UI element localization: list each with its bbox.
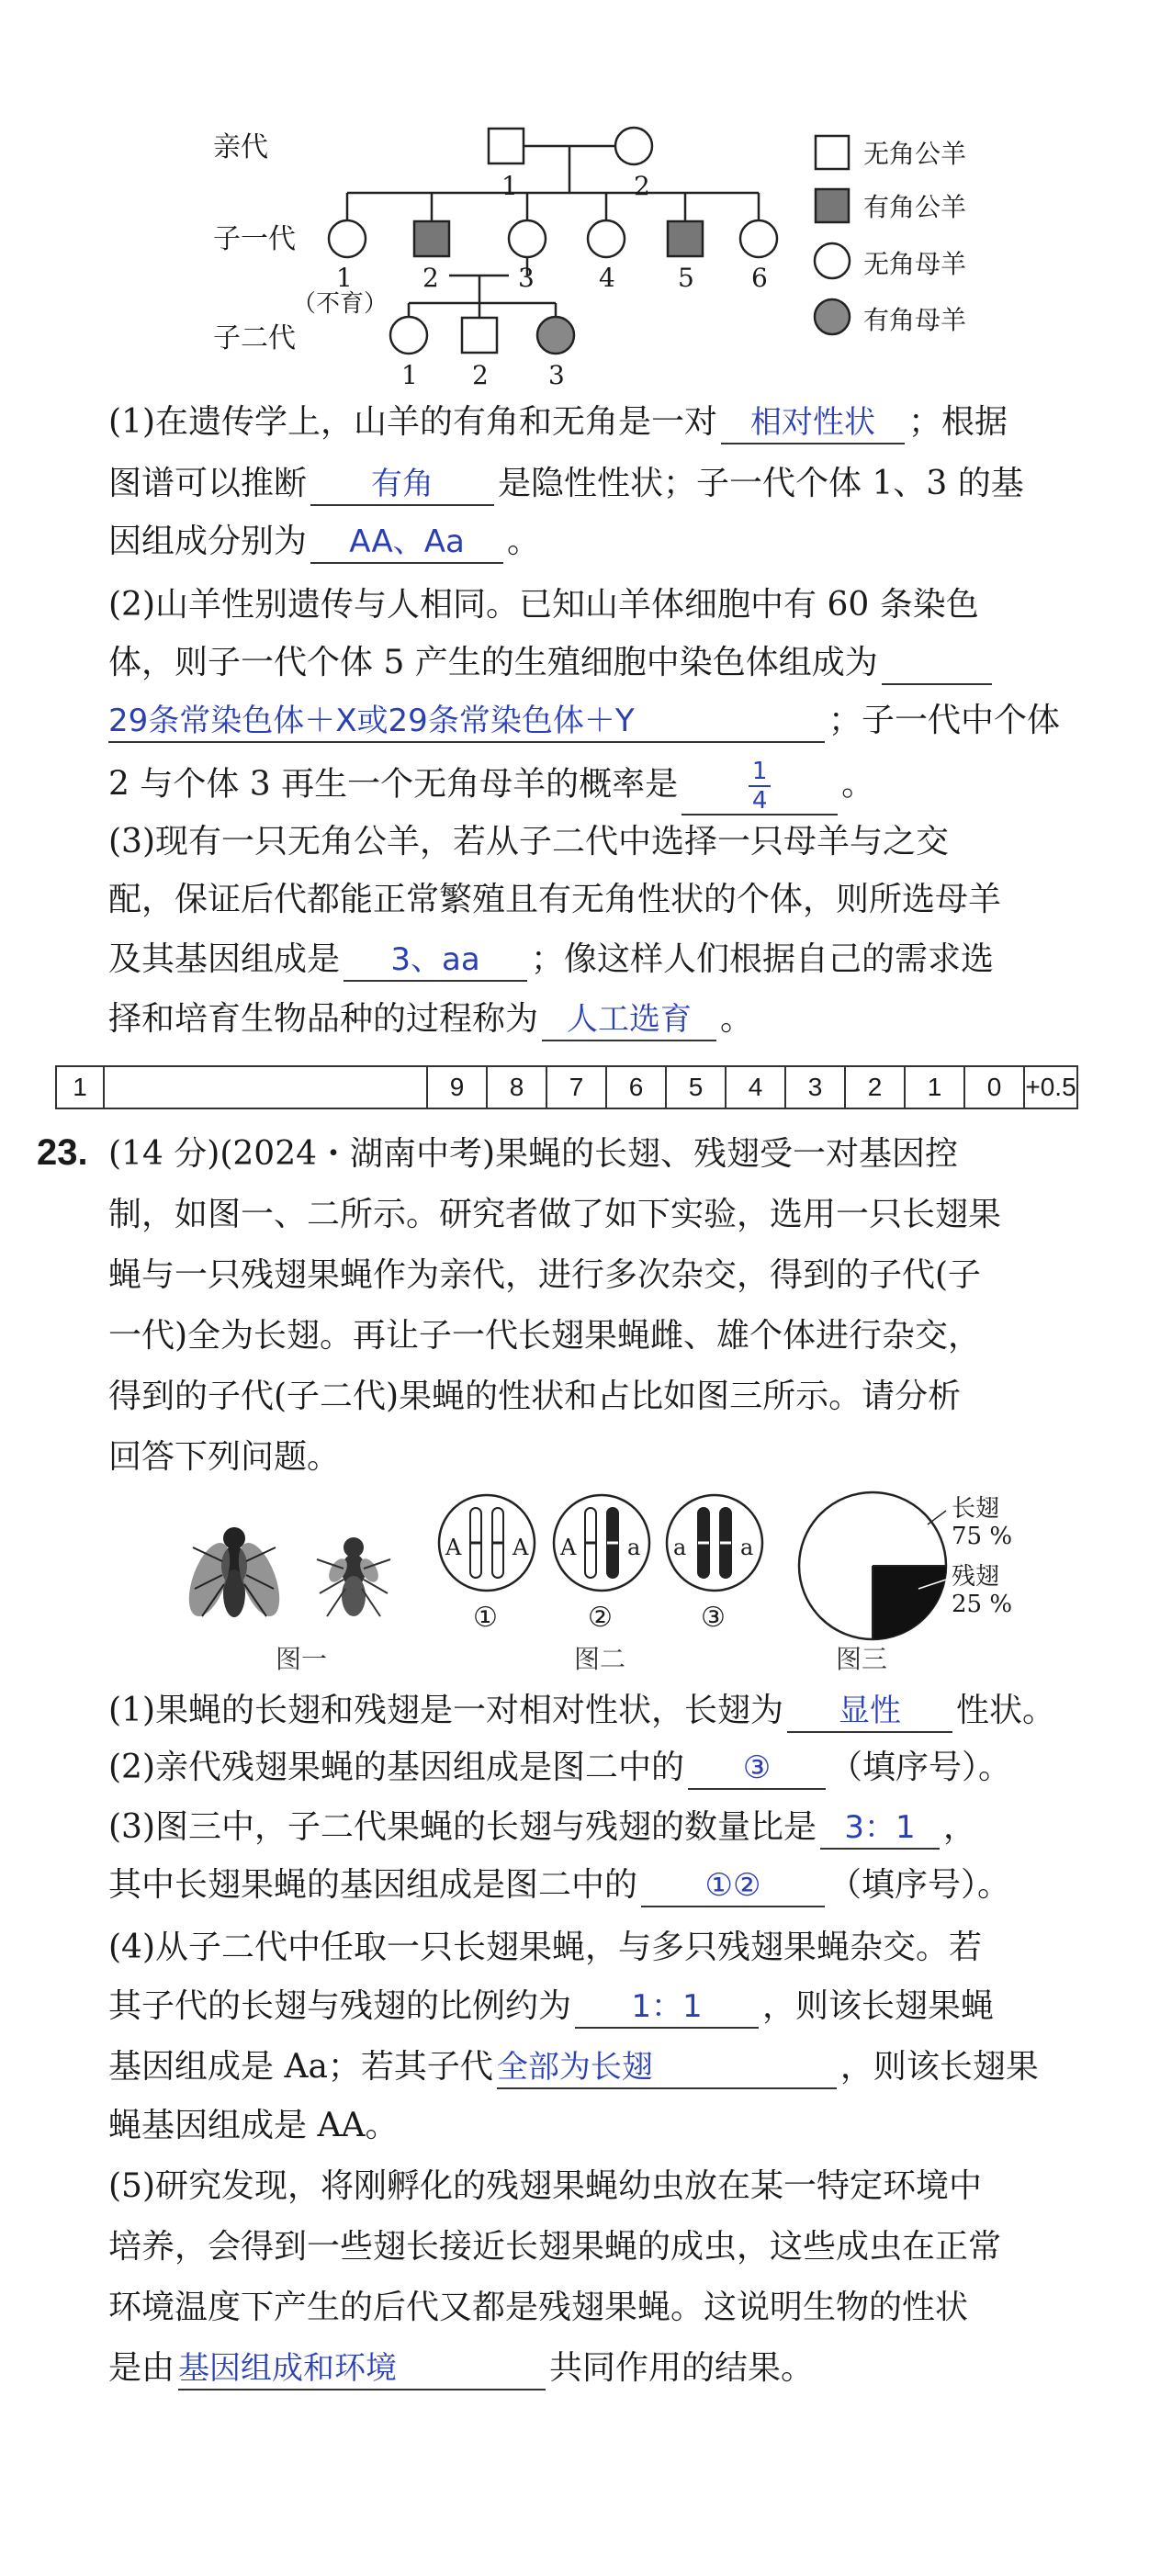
q22-p3-line2: 配，保证后代都能正常繁殖且有无角性状的个体，则所选母羊: [108, 881, 1002, 918]
figure-label-1: 图一: [276, 1644, 328, 1674]
answer-blank: 29条常染色体＋X或29条常染色体＋Y: [108, 701, 825, 743]
f1-num-1: 1: [336, 263, 353, 293]
q23-s3-line2: 其中长翅果蝇的基因组成是图二中的 ①② （填序号）。: [108, 1862, 1010, 1908]
figure-label-3: 图三: [836, 1644, 888, 1674]
q22-p3-line1: (3)现有一只无角公羊，若从子二代中选择一只母羊与之交: [108, 823, 949, 861]
q23-number: 23.: [37, 1132, 88, 1173]
score-cell: 9: [428, 1067, 488, 1108]
legend-hornless-male: 无角公羊: [863, 139, 967, 169]
answer-blank: 1：1: [575, 1986, 759, 2029]
q23-intro-5: 得到的子代(子二代)果蝇的性状和占比如图三所示。请分析: [108, 1378, 962, 1415]
q22-p3-line3: 及其基因组成是 3、aa ；像这样人们根据自己的需求选: [108, 937, 994, 983]
answer-blank-start: [882, 643, 992, 685]
legend-hornless-female: 无角母羊: [863, 249, 967, 279]
answer-blank-fraction: $\frac{1}{4}$: [682, 759, 838, 816]
f2-num-2: 2: [472, 360, 489, 390]
score-cell: 7: [547, 1067, 607, 1108]
q23-s5-line3: 环境温度下产生的后代又都是残翅果蝇。这说明生物的性状: [108, 2289, 969, 2326]
f1-num-3: 3: [518, 263, 535, 293]
q23-s4-line1: (4)从子二代中任取一只长翅果蝇，与多只残翅果蝇杂交。若: [108, 1929, 982, 1966]
q23-intro-3: 蝇与一只残翅果蝇作为亲代，进行多次杂交，得到的子代(子: [108, 1256, 982, 1294]
gene-label: A: [513, 1535, 529, 1560]
gene-label: A: [445, 1535, 462, 1560]
score-cell: 5: [667, 1067, 727, 1108]
score-cell: 4: [727, 1067, 786, 1108]
gen-label-f1: 子一代: [213, 223, 296, 255]
score-cell: 1: [906, 1067, 965, 1108]
sterile-note: （不育）: [292, 290, 389, 318]
pie-pct-short: 25 %: [952, 1591, 1013, 1618]
answer-blank: ③: [688, 1748, 826, 1790]
pie-label-long: 长翅: [952, 1495, 1000, 1523]
q23-s2: (2)亲代残翅果蝇的基因组成是图二中的 ③ （填序号）。: [108, 1745, 1011, 1791]
answer-blank: 3：1: [820, 1807, 940, 1850]
answer-blank: 相对性状: [721, 402, 905, 444]
f1-num-2: 2: [422, 263, 439, 293]
gen-label-f2: 子二代: [213, 322, 296, 354]
q23-s5-line4: 是由 基因组成和环境 共同作用的结果。: [108, 2345, 814, 2391]
circle-label-3: ③: [701, 1602, 726, 1634]
q23-s4-line4: 蝇基因组成是 AA。: [108, 2107, 399, 2144]
f2-num-1: 1: [401, 360, 418, 390]
f1-num-6: 6: [751, 263, 768, 293]
answer-blank: 基因组成和环境: [178, 2348, 546, 2390]
pie-label-short: 残翅: [952, 1563, 1000, 1591]
q22-p2-line2: 体，则子一代个体 5 产生的生殖细胞中染色体组成为: [108, 640, 996, 686]
score-cell: +0.5: [1025, 1073, 1076, 1101]
pedigree-diagram: [0, 0, 1149, 386]
q23-s5-line2: 培养，会得到一些翅长接近长翅果蝇的成虫，这些成虫在正常: [108, 2228, 1002, 2266]
q22-p1-line1: (1)在遗传学上，山羊的有角和无角是一对 相对性状 ；根据: [108, 399, 1008, 445]
score-cell: [105, 1067, 428, 1108]
score-cell: 3: [786, 1067, 846, 1108]
q22-p2-line1: (2)山羊性别遗传与人相同。已知山羊体细胞中有 60 条染色: [108, 586, 979, 624]
answer-blank: 有角: [310, 464, 494, 506]
score-cell: 6: [607, 1067, 667, 1108]
gen-label-parent: 亲代: [213, 131, 268, 163]
answer-blank: 全部为长翅: [497, 2047, 837, 2089]
answer-blank: 人工选育: [542, 999, 716, 1041]
q23-intro-4: 一代)全为长翅。再让子一代长翅果蝇雌、雄个体进行杂交，: [108, 1317, 982, 1355]
circle-label-1: ①: [473, 1602, 498, 1634]
circle-label-2: ②: [588, 1602, 613, 1634]
q23-s4-line3: 基因组成是 Aa；若其子代 全部为长翅 ，则该长翅果: [108, 2044, 1039, 2090]
f1-num-5: 5: [678, 263, 694, 293]
score-cell: 8: [488, 1067, 547, 1108]
q23-s4-line2: 其子代的长翅与残翅的比例约为 1：1 ，则该长翅果蝇: [108, 1984, 994, 2030]
answer-blank: AA、Aa: [310, 522, 503, 564]
q23-intro-1: (14 分)(2024・湖南中考)果蝇的长翅、残翅受一对基因控: [108, 1135, 959, 1173]
long-wing-fly-icon: [181, 1527, 288, 1622]
q22-p1-line2: 图谱可以推断 有角 是隐性性状；子一代个体 1、3 的基: [108, 461, 1024, 507]
score-cell: 0: [965, 1067, 1025, 1108]
q23-s1: (1)果蝇的长翅和残翅是一对相对性状，长翅为 显性 性状。: [108, 1688, 1055, 1734]
figure-label-2: 图二: [574, 1644, 626, 1674]
answer-blank: 3、aa: [344, 939, 527, 982]
q23-intro-6: 回答下列问题。: [108, 1438, 341, 1476]
score-row: [55, 1065, 1078, 1109]
score-cell: 1: [57, 1067, 105, 1108]
gene-label: a: [673, 1535, 687, 1560]
score-cell: 2: [846, 1067, 906, 1108]
answer-blank: ①②: [641, 1865, 825, 1907]
f1-num-4: 4: [599, 263, 615, 293]
f2-num-3: 3: [548, 360, 565, 390]
gene-label: A: [560, 1535, 577, 1560]
q23-intro-2: 制，如图一、二所示。研究者做了如下实验，选用一只长翅果: [108, 1196, 1002, 1233]
gene-label: a: [627, 1535, 641, 1560]
q23-s5-line1: (5)研究发现，将刚孵化的残翅果蝇幼虫放在某一特定环境中: [108, 2167, 982, 2205]
q22-p1-line3: 因组成分别为 AA、Aa 。: [108, 519, 540, 565]
parent-num-2: 2: [634, 171, 650, 201]
gene-label: a: [740, 1535, 754, 1560]
pie-pct-long: 75 %: [952, 1523, 1013, 1550]
answer-blank: 显性: [787, 1691, 952, 1733]
q22-p2-line4: 2 与个体 3 再生一个无角母羊的概率是 $\frac{1}{4}$ 。: [108, 758, 875, 815]
vestigial-wing-fly-icon: [317, 1537, 390, 1616]
legend-horned-female: 有角母羊: [863, 305, 967, 335]
legend-horned-male: 有角公羊: [863, 192, 967, 222]
q22-p3-line4: 择和培育生物品种的过程称为 人工选育 。: [108, 996, 753, 1042]
q22-p2-line3: 29条常染色体＋X或29条常染色体＋Y ；子一代中个体: [108, 698, 1060, 744]
q23-s3-line1: (3)图三中，子二代果蝇的长翅与残翅的数量比是 3：1 ，: [108, 1805, 976, 1850]
parent-num-1: 1: [501, 171, 518, 201]
